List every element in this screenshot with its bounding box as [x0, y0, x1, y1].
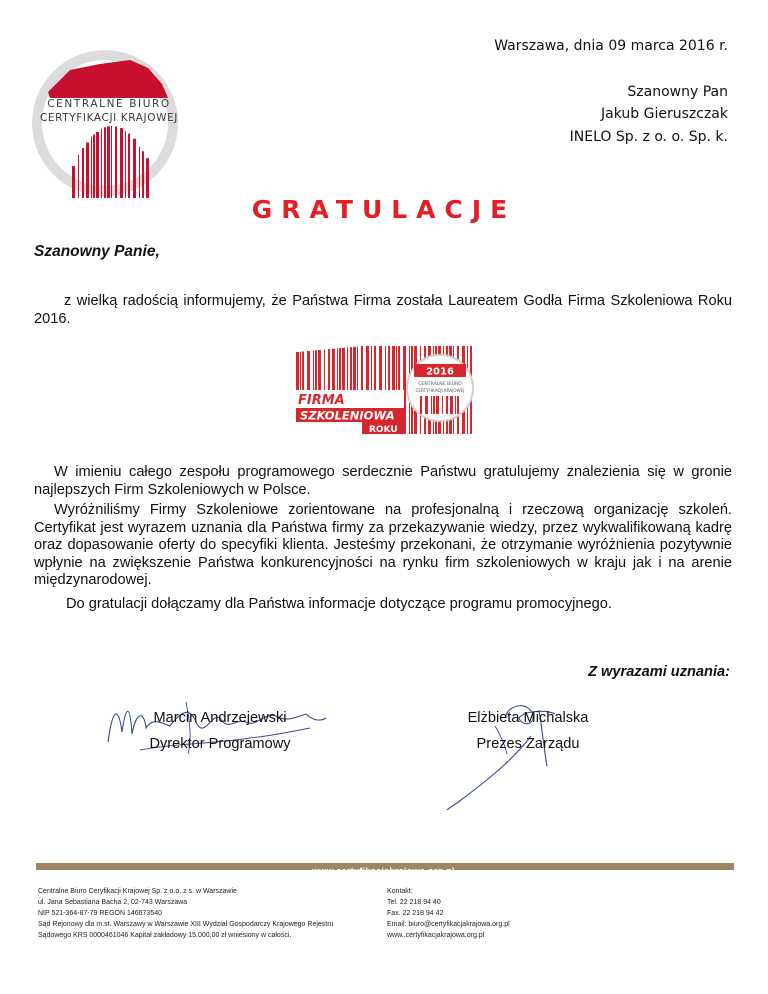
paragraph-2: W imieniu całego zespołu programowego serdecznie Państwu gratulujemy znalezienia się w gronie najlepszych Firm Szkoleniowych w Polsce.: [34, 464, 732, 498]
footer-fax: Fax. 22 218 94 42: [387, 910, 444, 917]
footer-email[interactable]: Email: biuro@certyfikacjakrajowa.org.pl: [387, 921, 510, 928]
footer-company-line: NIP 521-364-87-79 REGON 146673540: [38, 910, 163, 917]
salutation: Szanowny Panie,: [34, 243, 160, 260]
footer-phone: Tel. 22 218 94 40: [387, 899, 441, 906]
badge-word-roku: ROKU: [369, 425, 398, 434]
footer-company-line: ul. Jana Sebastiana Bacha 2, 02-743 Warszawa: [38, 899, 188, 906]
paragraph-4: Do gratulacji dołączamy dla Państwa informacje dotyczące programu promocyjnego.: [66, 596, 612, 612]
badge-seal-text1: CENTRALNE BIURO: [418, 382, 462, 387]
signatory-2-name: Elżbieta Michalska: [467, 710, 589, 726]
footer-url[interactable]: www..certyfikacjakrajowa.org.pl: [387, 932, 485, 939]
letter-date: Warszawa, dnia 09 marca 2016 r.: [494, 38, 728, 54]
closing-phrase: Z wyrazami uznania:: [588, 664, 730, 680]
paragraph-1: z wielką radością informujemy, że Państwa Firma została Laureatem Godła Firma Szkoleniowa Roku 2016.: [34, 293, 732, 327]
recipient-name: Jakub Gieruszczak: [601, 106, 728, 122]
footer-website[interactable]: www.certyfikacjakrajowa.org.pl: [312, 866, 455, 876]
footer-company-info: [38, 886, 378, 941]
signatory-1-name: Marcin Andrzejewski: [153, 710, 287, 726]
signatory-1-title: Dyrektor Programowy: [149, 736, 291, 752]
logo-text-line1: CENTRALNE BIURO: [47, 98, 171, 110]
award-badge: [296, 342, 478, 434]
recipient-title: Szanowny Pan: [627, 84, 728, 100]
signatory-2-title: Prezes Zarządu: [476, 736, 580, 752]
footer-contact-label: Kontakt:: [387, 888, 413, 895]
footer-company-line: Sądowego KRS 0000461046 Kapitał zakładowy 15.000,00 zł wniesiony w całości.: [38, 932, 292, 939]
logo-text-line2: CERTYFIKACJI KRAJOWEJ: [39, 112, 179, 124]
letter-title: GRATULACJE: [251, 195, 517, 224]
footer-company-line: Centralne Biuro Ceryfikacji Krajowej Sp. z o.o. z s. w Warszawie: [38, 888, 237, 895]
badge-seal-text2: CERTYFIKACJI KRAJOWEJ: [415, 388, 465, 393]
footer-company-line: Sąd Rejonowy dla m.st. Warszawy w Warszawie XIII Wydział Gospodarczy Krajowego Rejestru: [38, 921, 334, 928]
badge-year: 2016: [426, 366, 454, 378]
recipient-company: INELO Sp. z o. o. Sp. k.: [569, 129, 728, 145]
footer-contact-info: [387, 886, 587, 941]
paragraph-3: Wyróżniliśmy Firmy Szkoleniowe zorientowane na profesjonalną i rzeczową organizację szkoleń. Certyfikat jest wyrazem uznania dla Państwa firmy za przekazywanie wiedzy, przez wykwalifikowaną kadrę oraz dopasowanie oferty do specyfiki klienta. Jesteśmy przekonani, że otrzymanie wyróżnienia pozytywnie wpłynie na zwiększenie Państwa konkurencyjności na rynku firm szkoleniowych w kraju jak i na arenie międzynarodowej.: [34, 502, 732, 588]
badge-word-firma: FIRMA: [298, 393, 345, 408]
badge-word-szkoleniowa: SZKOLENIOWA: [300, 408, 395, 423]
